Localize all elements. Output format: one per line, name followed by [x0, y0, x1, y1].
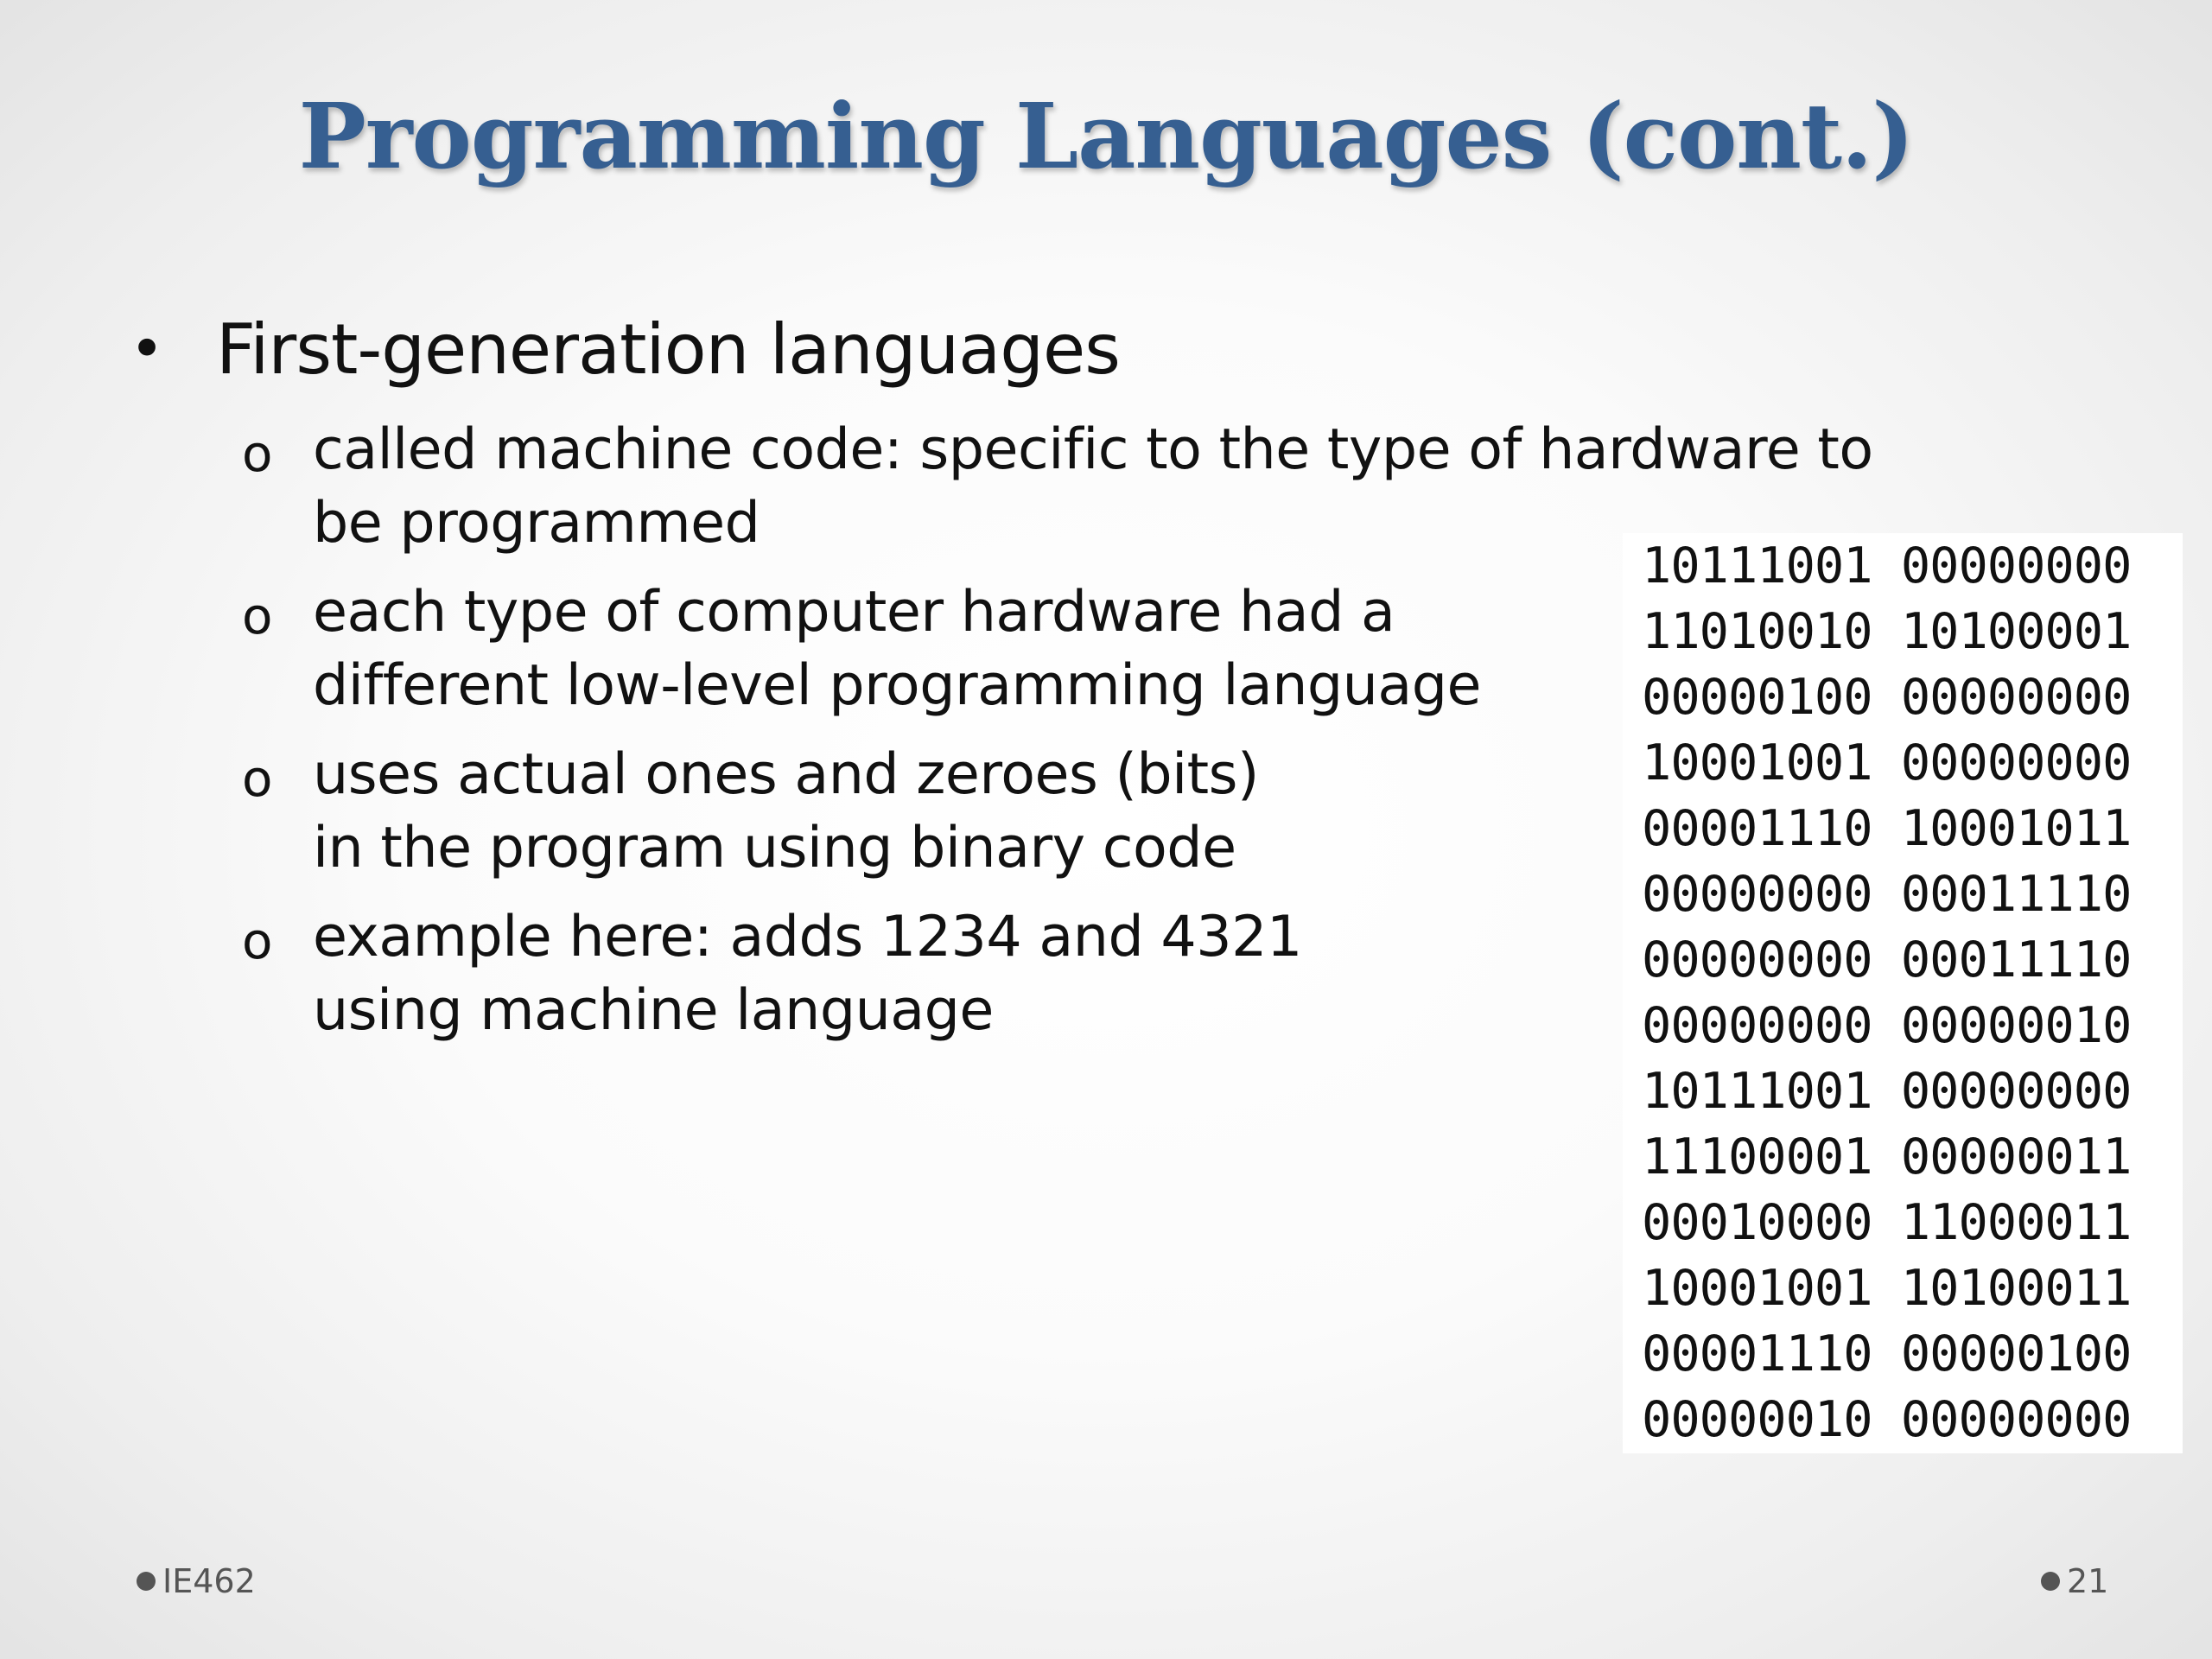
- sub-bullet-line: different low-level programming language: [313, 653, 1481, 718]
- sub-bullet-line: be programmed: [313, 491, 760, 556]
- binary-code-line: 00000100 00000000: [1642, 669, 2132, 726]
- binary-code-line: 10111001 00000000: [1642, 537, 2132, 594]
- binary-code-line: 10111001 00000000: [1642, 1063, 2132, 1120]
- binary-code-line: 11100001 00000011: [1642, 1128, 2132, 1185]
- binary-code-line: 00001110 10001011: [1642, 800, 2132, 857]
- binary-code-image: [1623, 533, 2183, 1453]
- binary-code-line: 00000000 00011110: [1642, 931, 2132, 988]
- bullet-marker: •: [130, 315, 164, 384]
- sub-bullet: [242, 900, 1711, 1047]
- sub-bullet-marker: o: [242, 587, 272, 645]
- footer-course-label: IE462: [162, 1562, 256, 1600]
- sub-bullet: [242, 413, 1873, 560]
- binary-code-line: 10001001 00000000: [1642, 734, 2132, 791]
- main-bullet-text: First-generation languages: [216, 309, 1120, 390]
- binary-code-line: 11010010 10100001: [1642, 603, 2132, 660]
- sub-bullet-marker: o: [242, 749, 272, 808]
- sub-bullet-marker: o: [242, 912, 272, 970]
- sub-bullet-line: using machine language: [313, 978, 994, 1043]
- binary-code-line: 00010000 11000011: [1642, 1194, 2132, 1251]
- page-number-label: 21: [2067, 1562, 2109, 1600]
- binary-code-line: 00000000 00000010: [1642, 997, 2132, 1054]
- sub-bullet: [242, 738, 1711, 885]
- sub-bullet-line: uses actual ones and zeroes (bits): [313, 742, 1259, 807]
- slide-title: Programming Languages (cont.): [298, 83, 1914, 189]
- binary-code-line: 10001001 10100011: [1642, 1260, 2132, 1317]
- sub-bullet-marker: o: [242, 424, 272, 483]
- footer-dot-icon: [137, 1572, 156, 1591]
- sub-bullet-line: called machine code: specific to the type of hardware to: [313, 417, 1873, 482]
- sub-bullet-line: in the program using binary code: [313, 816, 1236, 880]
- sub-bullet-line: each type of computer hardware had a: [313, 580, 1395, 645]
- sub-bullet-line: example here: adds 1234 and 4321: [313, 905, 1302, 969]
- binary-code-line: 00001110 00000100: [1642, 1325, 2132, 1382]
- sub-bullet-list: [242, 413, 1873, 1063]
- binary-code-line: 00000000 00011110: [1642, 866, 2132, 923]
- footer-page-number: [2041, 1560, 2108, 1603]
- sub-bullet: [242, 575, 1711, 722]
- footer-dot-icon: [2041, 1572, 2060, 1591]
- binary-code-line: 00000010 00000000: [1642, 1391, 2132, 1448]
- footer-course: [137, 1560, 256, 1603]
